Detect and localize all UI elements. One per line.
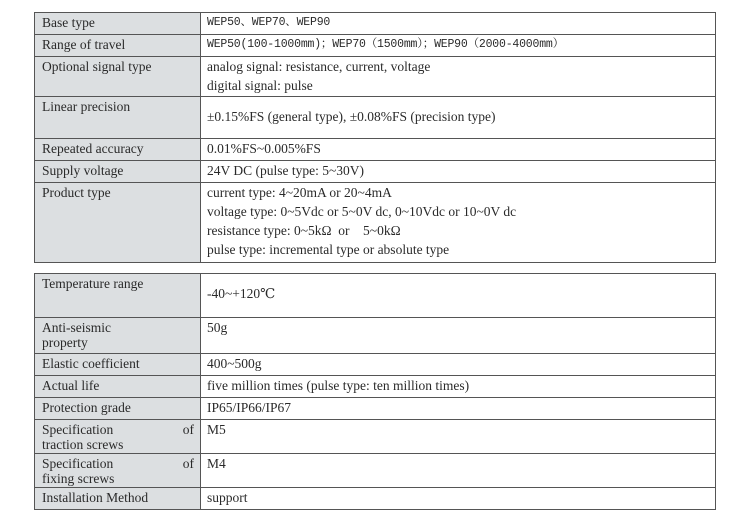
label-elastic-coefficient: Elastic coefficient [35,354,201,376]
label-supply-voltage: Supply voltage [35,161,201,183]
label-anti-seismic-line1: Anti-seismic [42,320,111,335]
spec-table-basic [34,12,716,263]
product-line-resistance: resistance type: 0~5kΩ or 5~0kΩ [207,223,401,238]
value-traction-screws: M5 [201,420,716,454]
table-row [35,398,716,420]
label-fixing-screws-line1 [42,456,194,471]
value-supply-voltage: 24V DC (pulse type: 5~30V) [201,161,716,183]
table-row [35,139,716,161]
value-repeated-accuracy: 0.01%FS~0.005%FS [201,139,716,161]
value-elastic-coefficient: 400~500g [201,354,716,376]
label-installation-method: Installation Method [35,488,201,510]
label-base-type: Base type [35,13,201,35]
label-traction-screws-line1 [42,422,194,437]
table-row [35,35,716,57]
spec-table-environment [34,273,716,510]
table-row [35,274,716,318]
table-row [35,354,716,376]
value-fixing-screws: M4 [201,454,716,488]
table-row [35,488,716,510]
product-line-voltage: voltage type: 0~5Vdc or 5~0V dc, 0~10Vdc or 10~0V dc [207,204,517,219]
value-base-type: WEP50、WEP70、WEP90 [201,13,716,35]
value-installation-method: support [201,488,716,510]
label-fixing-word2: of [182,456,194,471]
value-optional-signal-type [201,57,716,97]
value-protection-grade: IP65/IP66/IP67 [201,398,716,420]
value-actual-life: five million times (pulse type: ten million times) [201,376,716,398]
label-repeated-accuracy: Repeated accuracy [35,139,201,161]
label-anti-seismic-line2: property [42,335,88,350]
label-protection-grade: Protection grade [35,398,201,420]
value-product-type [201,183,716,263]
label-actual-life: Actual life [35,376,201,398]
value-anti-seismic: 50g [201,318,716,354]
label-traction-screws-line2: traction screws [42,437,124,452]
product-line-current: current type: 4~20mA or 20~4mA [207,185,392,200]
label-traction-screws [35,420,201,454]
table-row [35,57,716,97]
table-row [35,13,716,35]
label-temperature-range: Temperature range [35,274,201,318]
table-row [35,420,716,454]
table-row [35,318,716,354]
label-fixing-screws-line2: fixing screws [42,471,115,486]
label-traction-word1: Specification [42,422,114,437]
value-linear-precision: ±0.15%FS (general type), ±0.08%FS (precision type) [207,109,496,124]
table-row [35,376,716,398]
value-linear-precision-cell [201,97,716,139]
label-fixing-word1: Specification [42,456,114,471]
table-row [35,454,716,488]
table-row [35,183,716,263]
label-anti-seismic [35,318,201,354]
label-fixing-screws [35,454,201,488]
label-range-of-travel: Range of travel [35,35,201,57]
label-traction-word2: of [182,422,194,437]
label-linear-precision: Linear precision [35,97,201,139]
value-temperature-range-cell [201,274,716,318]
label-product-type: Product type [35,183,201,263]
signal-line-analog: analog signal: resistance, current, voltage [207,59,431,74]
table-row [35,97,716,139]
signal-line-digital: digital signal: pulse [207,78,313,93]
value-temperature-range: -40~+120℃ [207,286,276,301]
label-optional-signal-type: Optional signal type [35,57,201,97]
table-row [35,161,716,183]
value-range-of-travel: WEP50(100-1000mm)；WEP70（1500mm）；WEP90（2000-4000mm） [201,35,716,57]
product-line-pulse: pulse type: incremental type or absolute type [207,242,450,257]
